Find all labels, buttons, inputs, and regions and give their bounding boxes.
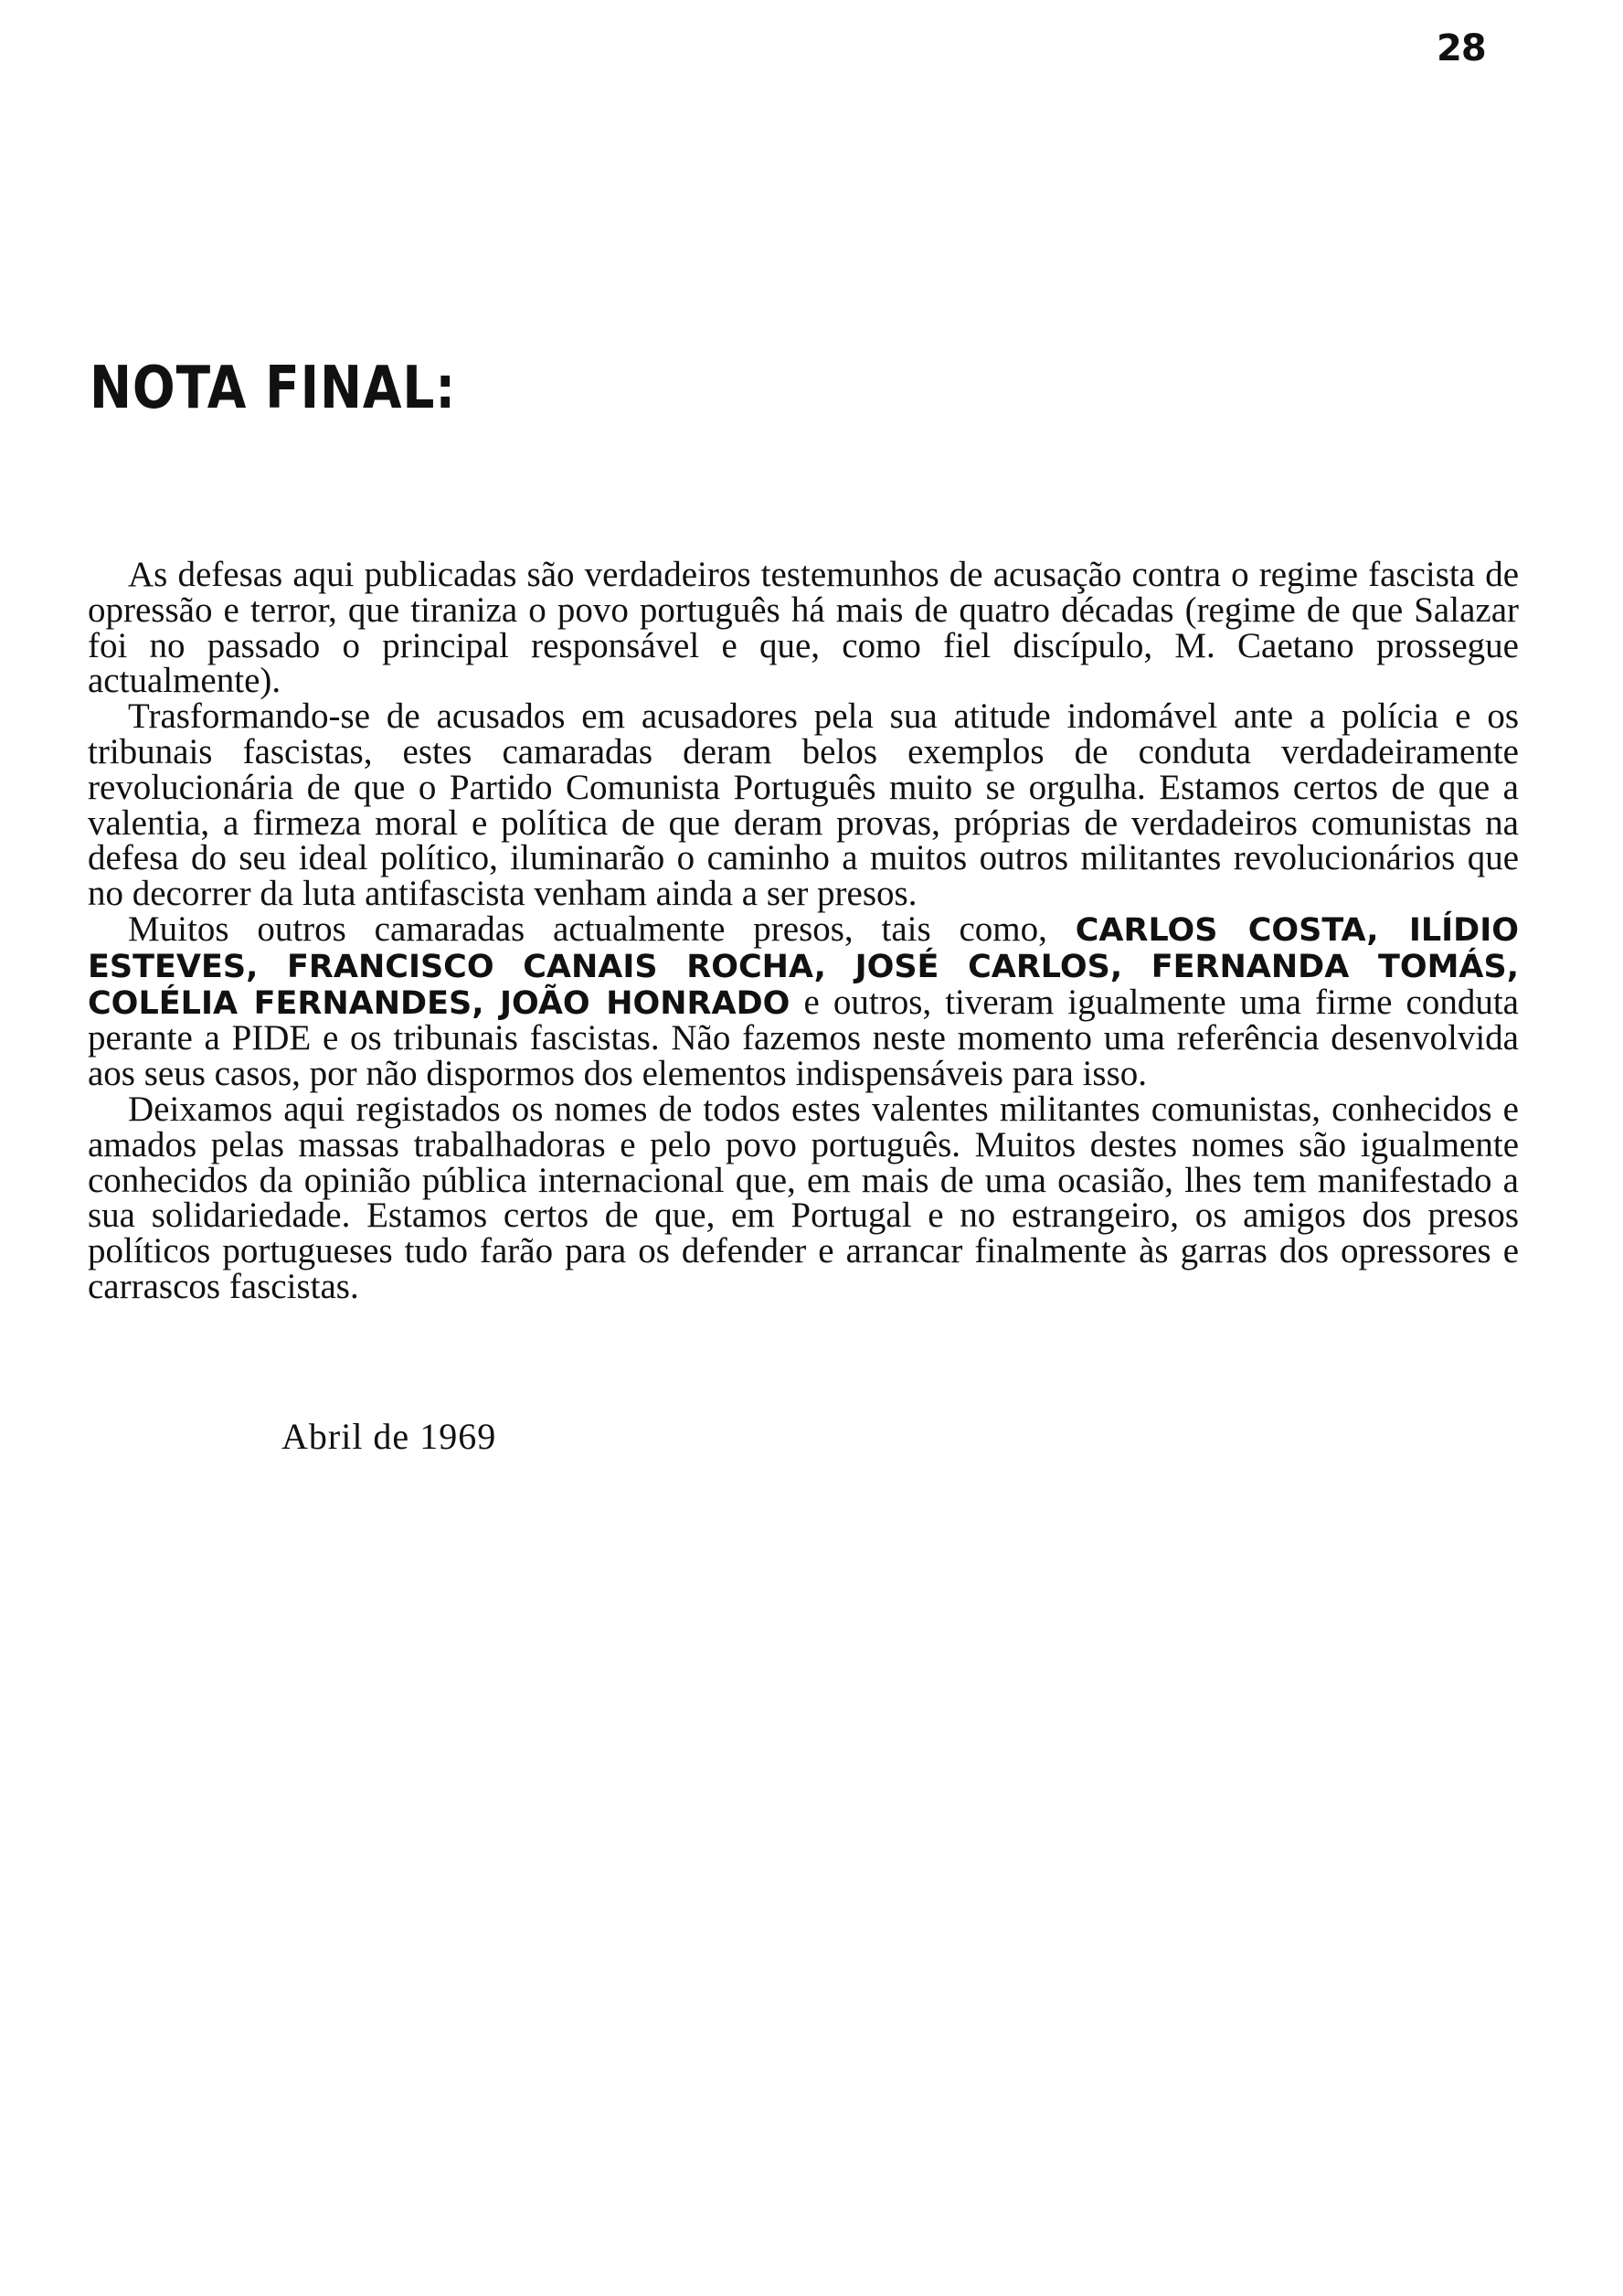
page-number: 28 bbox=[1437, 27, 1486, 69]
paragraph-3 bbox=[88, 909, 1519, 1094]
paragraph-4: Deixamos aqui registados os nomes de todos estes valentes militantes comunistas, conhecidos e amados pelas massas trabalhadoras e pelo povo português. Muitos destes nomes são igualmente conhecidos da opinião pública internacional que, em mais de uma ocasião, lhes tem manifestado a sua solidariedade. Estamos certos de que, em Portugal e no estrangeiro, os amigos dos presos políticos portugueses tudo farão para os defender e arrancar finalmente às garras dos opressores e carrascos fascistas. bbox=[88, 1089, 1519, 1306]
paragraph-2: Trasformando-se de acusados em acusadores pela sua atitude indomável ante a polícia e os tribunais fascistas, estes camaradas deram belos exemplos de conduta verdadeiramente revolucionária de que o Partido Comunista Português muito se orgulha. Estamos certos de que a valentia, a firmeza moral e política de que deram provas, próprias de verdadeiros comunistas na defesa do seu ideal político, iluminarão o caminho a muitos outros militantes revolucionários que no decorrer da luta antifascista venham ainda a ser presos. bbox=[88, 696, 1519, 914]
page-title: NOTA FINAL: bbox=[90, 355, 457, 422]
paragraph-3-rest: e outros, tiveram igualmente uma firme conduta perante a PIDE e os tribunais fascistas. Não fazemos neste momento uma referência desenvolvida aos seus casos, por não dispormos dos elementos indispensáveis para isso. bbox=[88, 982, 1519, 1094]
paragraph-3-intro: Muitos outros camaradas actualmente presos, tais como, bbox=[128, 909, 1076, 949]
prisoner-names: CARLOS COSTA, ILÍDIO ESTEVES, FRANCISCO CANAIS ROCHA, JOSÉ CARLOS, FERNANDA TOMÁS, COLÉLIA FERNANDES, JOÃO HONRADO bbox=[88, 911, 1519, 1022]
body-text bbox=[88, 555, 1519, 1306]
date-line: Abril de 1969 bbox=[281, 1416, 497, 1457]
paragraph-1: As defesas aqui publicadas são verdadeiros testemunhos de acusação contra o regime fascista de opressão e terror, que tiraniza o povo português há mais de quatro décadas (regime de que Salazar foi no passado o principal responsável e que, como fiel discípulo, M. Caetano prossegue actualmente). bbox=[88, 555, 1519, 701]
